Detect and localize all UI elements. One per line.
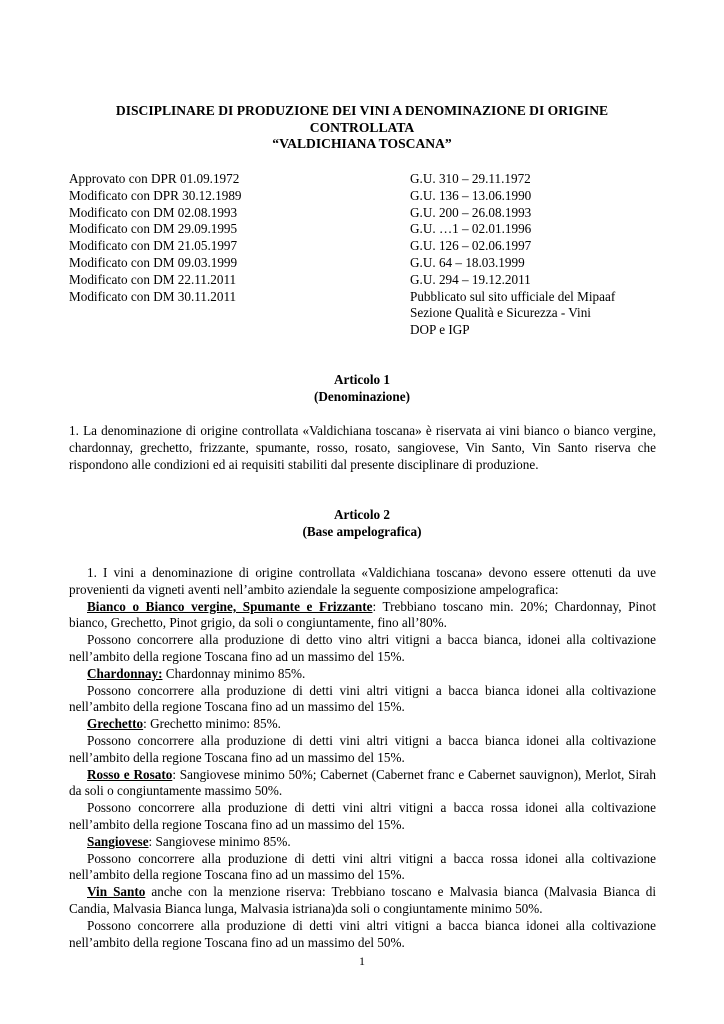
page-number: 1 — [359, 954, 365, 968]
grape-rule: Grechetto: Grechetto minimo: 85%. — [87, 716, 281, 732]
approval-row: Modificato con DPR 30.12.1989 G.U. 136 – 13.06.1990 — [69, 187, 532, 203]
approval-row: Approvato con DPR 01.09.1972 G.U. 310 – 29.11.1972 — [69, 171, 531, 186]
approval-row: Modificato con DM 22.11.2011 G.U. 294 – 19.12.2011 — [69, 271, 531, 287]
article-2-title: Articolo 2 — [333, 507, 391, 522]
article-2-body — [69, 565, 656, 951]
wine-type-label: Sangiovese — [87, 833, 149, 849]
article-2-intro: 1. I vini a denominazione di origine controllata «Valdichiana toscana» devono essere ottenuti da uve provenienti da vigneti aventi nell’ambito aziendale la seguente composizione ampelografica: — [69, 565, 656, 597]
grape-note: Possono concorrere alla produzione di detti vini altri vitigni a bacca bianca idonei alla coltivazione nell’ambito della regione Toscana fino ad un massimo del 15%. — [69, 682, 656, 715]
wine-type-label: Rosso e Rosato — [87, 766, 173, 782]
article-1-paragraph: 1. La denominazione di origine controllata «Valdichiana toscana» è riservata ai vini bianco o bianco vergine, chardonnay, grechetto, frizzante, spumante, rosso, rosato, sangiovese, Vin Santo, Vin Santo riserva che rispondono alle condizioni ed ai requisiti stabiliti dal presente disciplinare di produzione. — [69, 423, 656, 472]
grape-note: Possono concorrere alla produzione di detti vini altri vitigni a bacca bianca idonei alla coltivazione nell’ambito della regione Toscana fino ad un massimo del 15%. — [69, 732, 656, 765]
grape-rule: Vin Santo anche con la menzione riserva: Trebbiano toscano e Malvasia bianca (Malvasia Bianca di Candia, Malvasia Bianca lunga, Malvasia istriana)da soli o congiuntamente minimo 50%. — [69, 884, 656, 916]
grape-note: Possono concorrere alla produzione di detti vini altri vitigni a bacca rossa idonei alla coltivazione nell’ambito della regione Toscana fino ad un massimo del 15%. — [69, 800, 656, 832]
approval-row: Modificato con DM 02.08.1993 G.U. 200 – 26.08.1993 — [69, 204, 532, 220]
article-1-heading — [60, 372, 664, 406]
title-line-3: “VALDICHIANA TOSCANA” — [272, 136, 452, 151]
document-title — [60, 103, 664, 153]
approval-row: Sezione Qualità e Sicurezza - Vini — [410, 305, 591, 321]
approval-row: Modificato con DM 21.05.1997 G.U. 126 – 02.06.1997 — [69, 238, 532, 254]
grape-rule: Bianco o Bianco vergine, Spumante e Frizzante: Trebbiano toscano min. 20%; Chardonnay, Pinot bianco, Grechetto, Pinot grigio, da soli o congiuntamente, fino all’80%. — [69, 598, 656, 631]
article-1-title: Articolo 1 — [333, 372, 391, 387]
grape-note: Possono concorrere alla produzione di detti vini altri vitigni a bacca bianca idonei alla coltivazione nell’ambito della regione Toscana fino ad un massimo del 50%. — [69, 917, 656, 950]
grape-rule: Rosso e Rosato: Sangiovese minimo 50%; Cabernet (Cabernet franc e Cabernet sauvignon), Merlot, Sirah da soli o congiuntamente massimo 50%. — [69, 766, 656, 799]
title-line-1: DISCIPLINARE DI PRODUZIONE DEI VINI A DENOMINAZIONE DI ORIGINE — [115, 103, 609, 118]
article-2-subtitle: (Base ampelografica) — [302, 523, 422, 539]
grape-rule: Chardonnay: Chardonnay minimo 85%. — [87, 665, 306, 681]
approval-history — [69, 171, 669, 339]
wine-type-label: Grechetto — [87, 716, 144, 732]
wine-type-label: Bianco o Bianco vergine, Spumante e Frizzante — [87, 598, 373, 614]
grape-note: Possono concorrere alla produzione di detti vini altri vitigni a bacca rossa idonei alla coltivazione nell’ambito della regione Toscana fino ad un massimo del 15%. — [69, 850, 656, 883]
wine-type-label: Chardonnay: — [87, 665, 163, 681]
article-2-heading — [60, 507, 664, 541]
article-1-subtitle: (Denominazione) — [314, 388, 410, 404]
title-line-2: CONTROLLATA — [309, 119, 415, 135]
approval-row: Modificato con DM 09.03.1999 G.U. 64 – 18.03.1999 — [69, 254, 525, 270]
approval-row: Modificato con DM 30.11.2011 Pubblicato sul sito ufficiale del Mipaaf — [69, 288, 616, 304]
article-1-body — [69, 423, 656, 473]
grape-note: Possono concorrere alla produzione di detto vino altri vitigni a bacca bianca, idonei alla coltivazione nell’ambito della regione Toscana fino ad un massimo del 15%. — [69, 632, 656, 664]
grape-rule: Sangiovese: Sangiovese minimo 85%. — [87, 833, 291, 849]
approval-row: Modificato con DM 29.09.1995 G.U. …1 – 02.01.1996 — [69, 221, 532, 237]
approval-row: DOP e IGP — [410, 322, 470, 338]
wine-type-label: Vin Santo — [87, 884, 146, 900]
